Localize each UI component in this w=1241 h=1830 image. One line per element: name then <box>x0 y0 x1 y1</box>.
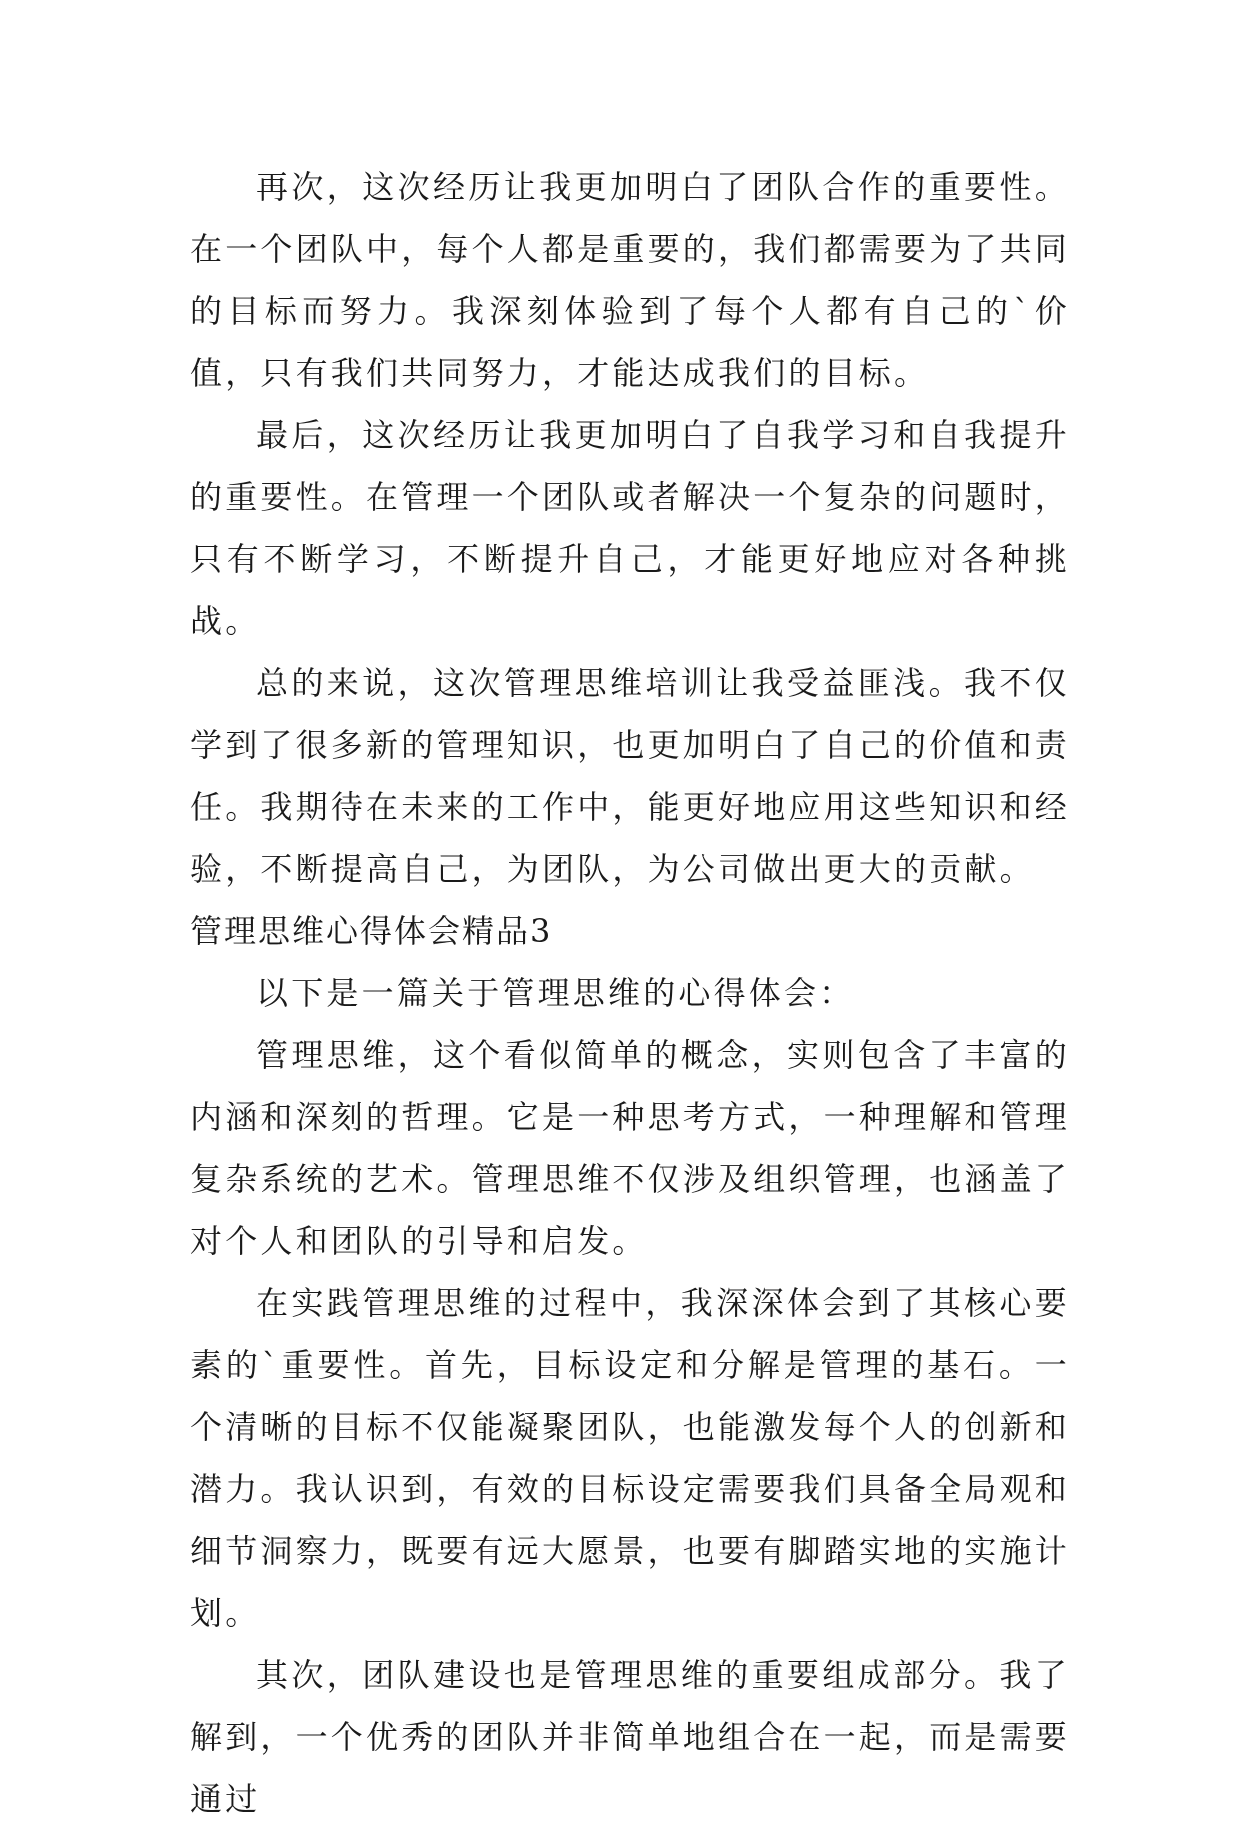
paragraph-self-learning: 最后，这次经历让我更加明白了自我学习和自我提升的重要性。在管理一个团队或者解决一个复杂的问题时，只有不断学习，不断提升自己，才能更好地应对各种挑战。 <box>190 416 1071 640</box>
document-body <box>190 156 1070 1830</box>
paragraph-concept: 管理思维，这个看似简单的概念，实则包含了丰富的内涵和深刻的哲理。它是一种思考方式，一种理解和管理复杂系统的艺术。管理思维不仅涉及组织管理，也涵盖了对个人和团队的引导和启发。 <box>190 1036 1071 1260</box>
paragraph-summary: 总的来说，这次管理思维培训让我受益匪浅。我不仅学到了很多新的管理知识，也更加明白了自己的价值和责任。我期待在未来的工作中，能更好地应用这些知识和经验，不断提高自己，为团队，为公司做出更大的贡献。 <box>190 664 1071 888</box>
paragraph-core-elements: 在实践管理思维的过程中，我深深体会到了其核心要素的`重要性。首先，目标设定和分解是管理的基石。一个清晰的目标不仅能凝聚团队，也能激发每个人的创新和潜力。我认识到，有效的目标设定需要我们具备全局观和细节洞察力，既要有远大愿景，也要有脚踏实地的实施计划。 <box>190 1284 1071 1632</box>
paragraph-team-building: 其次，团队建设也是管理思维的重要组成部分。我了解到，一个优秀的团队并非简单地组合在一起，而是需要通过 <box>190 1656 1071 1818</box>
paragraph-intro: 以下是一篇关于管理思维的心得体会： <box>256 974 855 1012</box>
paragraph-teamwork: 再次，这次经历让我更加明白了团队合作的重要性。在一个团队中，每个人都是重要的，我们都需要为了共同的目标而努力。我深刻体验到了每个人都有自己的`价值，只有我们共同努力，才能达成我们的目标。 <box>190 168 1071 392</box>
section-heading: 管理思维心得体会精品3 <box>190 912 553 950</box>
